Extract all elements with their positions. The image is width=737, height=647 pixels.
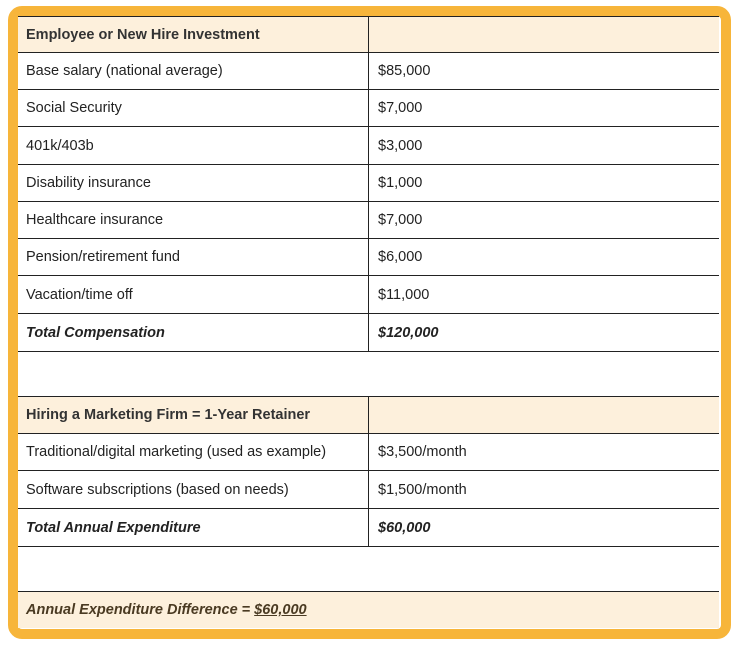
total-compensation-label: Total Compensation bbox=[26, 324, 165, 341]
row-value: $7,000 bbox=[378, 100, 423, 116]
row-value: $6,000 bbox=[378, 249, 423, 265]
table-row bbox=[18, 165, 719, 202]
row-label: Pension/retirement fund bbox=[26, 249, 180, 265]
table-row bbox=[18, 202, 719, 239]
table-row bbox=[18, 90, 719, 127]
firm-header-row bbox=[18, 397, 719, 434]
difference-text bbox=[26, 602, 307, 618]
row-label: Software subscriptions (based on needs) bbox=[26, 481, 289, 498]
table-row bbox=[18, 276, 719, 314]
table-row bbox=[18, 127, 719, 165]
table-row bbox=[18, 434, 719, 471]
employee-header-label: Employee or New Hire Investment bbox=[26, 26, 260, 43]
row-label: Social Security bbox=[26, 100, 122, 116]
firm-header-label: Hiring a Marketing Firm = 1-Year Retainer bbox=[26, 407, 311, 423]
row-label: Base salary (national average) bbox=[26, 63, 223, 79]
table-row bbox=[18, 53, 719, 90]
row-value: $11,000 bbox=[378, 286, 430, 303]
employee-header-row bbox=[18, 16, 719, 53]
row-value: $3,000 bbox=[378, 137, 423, 154]
row-label: Traditional/digital marketing (used as example) bbox=[26, 444, 327, 460]
spacer-row bbox=[18, 352, 719, 397]
table-row bbox=[18, 471, 719, 509]
row-label: Healthcare insurance bbox=[26, 212, 164, 228]
table-row bbox=[18, 239, 719, 276]
difference-row bbox=[18, 592, 719, 628]
row-value: $1,500/month bbox=[378, 481, 467, 498]
difference-value: $60,000 bbox=[254, 602, 307, 618]
total-compensation-row bbox=[18, 314, 719, 352]
spacer-row bbox=[18, 547, 719, 592]
total-expenditure-row bbox=[18, 509, 719, 547]
row-value: $85,000 bbox=[378, 63, 431, 79]
row-value: $1,000 bbox=[378, 175, 423, 191]
row-value: $3,500/month bbox=[378, 444, 467, 460]
row-value: $7,000 bbox=[378, 212, 423, 228]
total-compensation-value: $120,000 bbox=[378, 324, 439, 341]
total-expenditure-value: $60,000 bbox=[378, 519, 431, 536]
row-label: 401k/403b bbox=[26, 137, 94, 154]
row-label: Disability insurance bbox=[26, 175, 151, 191]
difference-label: Annual Expenditure Difference = bbox=[26, 602, 255, 618]
total-expenditure-label: Total Annual Expenditure bbox=[26, 519, 201, 536]
row-label: Vacation/time off bbox=[26, 286, 133, 303]
